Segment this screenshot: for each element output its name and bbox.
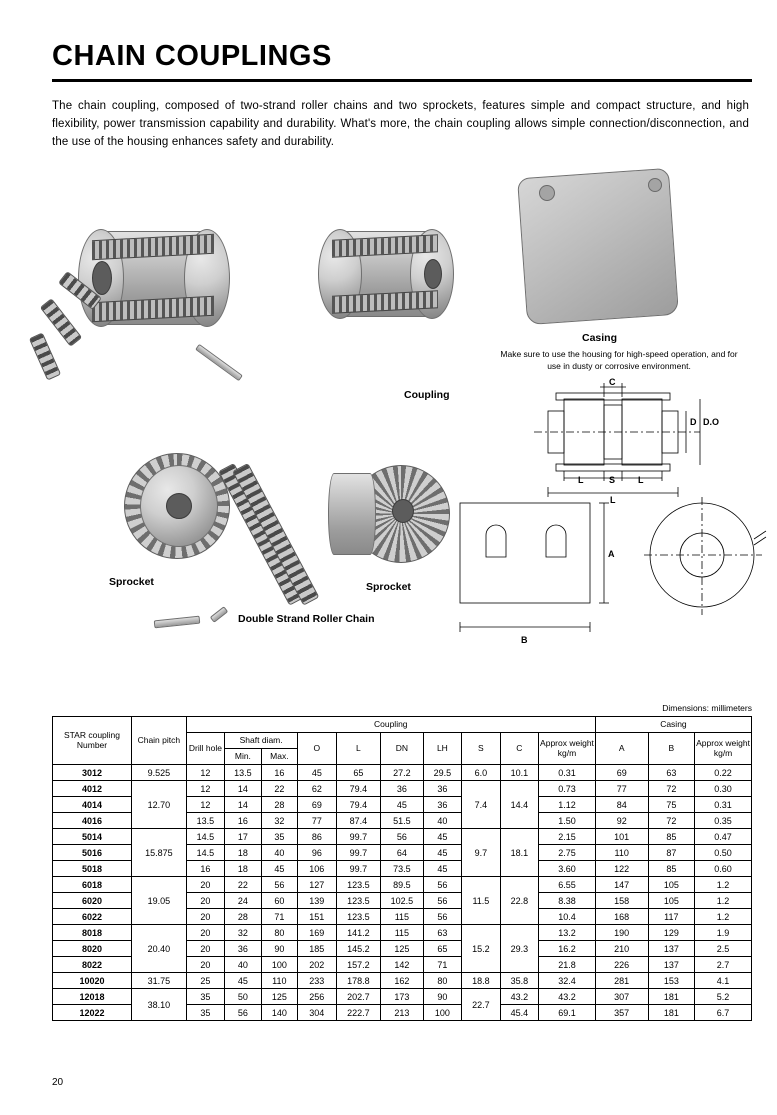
cell-a: 122 <box>595 861 648 877</box>
dim-s-label: S <box>609 475 616 486</box>
cell-dn: 125 <box>381 941 424 957</box>
th-approx-weight-coupling: Approx weight kg/m <box>539 733 596 765</box>
cell-drill-hole: 25 <box>186 973 224 989</box>
cell-approx-weight-casing: 5.2 <box>695 989 752 1005</box>
cell-dn: 142 <box>381 957 424 973</box>
cell-dn: 162 <box>381 973 424 989</box>
dim-b-label: B <box>521 635 528 646</box>
cell-o: 169 <box>298 925 336 941</box>
cell-dn: 213 <box>381 1005 424 1021</box>
table-row <box>53 829 752 845</box>
table-row <box>53 781 752 797</box>
th-l: L <box>336 733 381 765</box>
th-b: B <box>648 733 695 765</box>
casing-note: Make sure to use the housing for high-speed operation, and for use in dusty or corrosive environment. <box>500 349 738 371</box>
cell-shaft-min: 17 <box>225 829 261 845</box>
cell-approx-weight-coupling: 0.73 <box>539 781 596 797</box>
th-approx-weight-casing: Approx weight kg/m <box>695 733 752 765</box>
dim-do-label: D.O <box>703 417 720 428</box>
cell-s: 11.5 <box>462 877 500 925</box>
cell-drill-hole: 12 <box>186 765 224 781</box>
cell-a: 69 <box>595 765 648 781</box>
cell-drill-hole: 20 <box>186 877 224 893</box>
cell-o: 106 <box>298 861 336 877</box>
cell-l: 123.5 <box>336 877 381 893</box>
cell-shaft-min: 50 <box>225 989 261 1005</box>
cell-shaft-max: 22 <box>261 781 297 797</box>
th-lh: LH <box>423 733 461 765</box>
cell-approx-weight-coupling: 2.15 <box>539 829 596 845</box>
cell-b: 117 <box>648 909 695 925</box>
cell-b: 85 <box>648 829 695 845</box>
cell-c: 14.4 <box>500 781 538 829</box>
cell-star-coupling-number: 5016 <box>53 845 132 861</box>
cell-approx-weight-coupling: 32.4 <box>539 973 596 989</box>
cell-drill-hole: 13.5 <box>186 813 224 829</box>
coupling-dimension-drawing <box>504 375 744 505</box>
cell-drill-hole: 35 <box>186 989 224 1005</box>
cell-shaft-min: 16 <box>225 813 261 829</box>
dim-c-label: C <box>609 377 616 388</box>
cell-b: 181 <box>648 989 695 1005</box>
cell-b: 85 <box>648 861 695 877</box>
cell-b: 63 <box>648 765 695 781</box>
casing-dimension-drawing <box>450 493 620 653</box>
cell-shaft-max: 140 <box>261 1005 297 1021</box>
cell-shaft-max: 100 <box>261 957 297 973</box>
cell-lh: 56 <box>423 877 461 893</box>
cell-approx-weight-coupling: 43.2 <box>539 989 596 1005</box>
cell-b: 137 <box>648 941 695 957</box>
cell-approx-weight-coupling: 1.12 <box>539 797 596 813</box>
cell-b: 153 <box>648 973 695 989</box>
cell-l: 157.2 <box>336 957 381 973</box>
cell-l: 99.7 <box>336 829 381 845</box>
cell-shaft-max: 32 <box>261 813 297 829</box>
cell-dn: 115 <box>381 925 424 941</box>
specification-table <box>52 716 752 1021</box>
cell-approx-weight-coupling: 10.4 <box>539 909 596 925</box>
cell-a: 101 <box>595 829 648 845</box>
cell-drill-hole: 35 <box>186 1005 224 1021</box>
th-casing: Casing <box>595 717 751 733</box>
cell-a: 168 <box>595 909 648 925</box>
th-o: O <box>298 733 336 765</box>
cell-shaft-min: 18 <box>225 861 261 877</box>
dimensions-note: Dimensions: millimeters <box>662 703 752 714</box>
table-row <box>53 765 752 781</box>
cell-o: 127 <box>298 877 336 893</box>
coupling-label: Coupling <box>404 389 450 402</box>
cell-shaft-max: 35 <box>261 829 297 845</box>
cell-lh: 63 <box>423 925 461 941</box>
cell-shaft-max: 40 <box>261 845 297 861</box>
cell-l: 123.5 <box>336 893 381 909</box>
cell-star-coupling-number: 3012 <box>53 765 132 781</box>
table-row <box>53 973 752 989</box>
cell-approx-weight-casing: 6.7 <box>695 1005 752 1021</box>
cell-approx-weight-coupling: 8.38 <box>539 893 596 909</box>
cell-approx-weight-casing: 0.60 <box>695 861 752 877</box>
cell-b: 181 <box>648 1005 695 1021</box>
specification-table-body <box>53 765 752 1021</box>
cell-drill-hole: 16 <box>186 861 224 877</box>
cell-approx-weight-coupling: 0.31 <box>539 765 596 781</box>
th-shaft-diam: Shaft diam. <box>225 733 298 749</box>
cell-b: 75 <box>648 797 695 813</box>
cell-l: 87.4 <box>336 813 381 829</box>
cell-o: 233 <box>298 973 336 989</box>
cell-dn: 56 <box>381 829 424 845</box>
cell-c: 18.1 <box>500 829 538 877</box>
cell-o: 69 <box>298 797 336 813</box>
cell-shaft-max: 125 <box>261 989 297 1005</box>
cell-lh: 90 <box>423 989 461 1005</box>
page-content <box>52 40 752 1021</box>
cell-c: 10.1 <box>500 765 538 781</box>
cell-lh: 56 <box>423 909 461 925</box>
cell-approx-weight-casing: 0.30 <box>695 781 752 797</box>
cell-approx-weight-coupling: 16.2 <box>539 941 596 957</box>
cell-shaft-min: 45 <box>225 973 261 989</box>
cell-drill-hole: 12 <box>186 781 224 797</box>
cell-b: 87 <box>648 845 695 861</box>
th-chain-pitch: Chain pitch <box>132 717 187 765</box>
cell-approx-weight-casing: 1.2 <box>695 877 752 893</box>
cell-approx-weight-coupling: 3.60 <box>539 861 596 877</box>
cell-approx-weight-casing: 4.1 <box>695 973 752 989</box>
cell-shaft-max: 45 <box>261 861 297 877</box>
cell-shaft-max: 28 <box>261 797 297 813</box>
cell-c: 22.8 <box>500 877 538 925</box>
cell-approx-weight-coupling: 1.50 <box>539 813 596 829</box>
cell-dn: 89.5 <box>381 877 424 893</box>
sprocket-section-drawing <box>642 493 772 633</box>
cell-s: 9.7 <box>462 829 500 877</box>
cell-shaft-min: 14 <box>225 781 261 797</box>
cell-dn: 115 <box>381 909 424 925</box>
cell-l: 65 <box>336 765 381 781</box>
cell-dn: 173 <box>381 989 424 1005</box>
cell-lh: 56 <box>423 893 461 909</box>
cell-lh: 36 <box>423 781 461 797</box>
cell-star-coupling-number: 8022 <box>53 957 132 973</box>
cell-o: 185 <box>298 941 336 957</box>
cell-shaft-min: 56 <box>225 1005 261 1021</box>
roller-chain-label: Double Strand Roller Chain <box>238 613 375 626</box>
cell-shaft-min: 14 <box>225 797 261 813</box>
dim-l-left-label: L <box>578 475 584 486</box>
cell-shaft-max: 110 <box>261 973 297 989</box>
cell-l: 141.2 <box>336 925 381 941</box>
cell-b: 137 <box>648 957 695 973</box>
cell-drill-hole: 20 <box>186 893 224 909</box>
sprocket-label-left: Sprocket <box>109 576 154 589</box>
cell-shaft-min: 36 <box>225 941 261 957</box>
cell-a: 281 <box>595 973 648 989</box>
cell-drill-hole: 20 <box>186 909 224 925</box>
title-divider <box>52 79 752 82</box>
cell-o: 304 <box>298 1005 336 1021</box>
cell-l: 79.4 <box>336 781 381 797</box>
cell-a: 307 <box>595 989 648 1005</box>
cell-approx-weight-casing: 2.5 <box>695 941 752 957</box>
cell-o: 77 <box>298 813 336 829</box>
cell-l: 99.7 <box>336 861 381 877</box>
cell-approx-weight-casing: 0.22 <box>695 765 752 781</box>
cell-approx-weight-casing: 0.47 <box>695 829 752 845</box>
cell-drill-hole: 12 <box>186 797 224 813</box>
cell-star-coupling-number: 8020 <box>53 941 132 957</box>
table-row <box>53 989 752 1005</box>
cell-o: 62 <box>298 781 336 797</box>
cell-o: 256 <box>298 989 336 1005</box>
cell-a: 190 <box>595 925 648 941</box>
cell-star-coupling-number: 6018 <box>53 877 132 893</box>
dim-l-right-label: L <box>638 475 644 486</box>
cell-shaft-max: 71 <box>261 909 297 925</box>
cell-star-coupling-number: 12022 <box>53 1005 132 1021</box>
cell-approx-weight-casing: 0.50 <box>695 845 752 861</box>
page-title: CHAIN COUPLINGS <box>52 40 332 72</box>
cell-lh: 45 <box>423 861 461 877</box>
cell-star-coupling-number: 10020 <box>53 973 132 989</box>
cell-drill-hole: 14.5 <box>186 845 224 861</box>
table-row <box>53 925 752 941</box>
cell-chain-pitch: 15.875 <box>132 829 187 877</box>
cell-chain-pitch: 12.70 <box>132 781 187 829</box>
intro-paragraph: The chain coupling, composed of two-strand roller chains and two sprockets, features simple and compact structure, and high flexibility, power transmission capability and durability. What's more, the chain coupling allows simple connection/disconnection, and the use of the housing enhances safety and durability. <box>52 100 749 148</box>
cell-approx-weight-casing: 1.2 <box>695 909 752 925</box>
cell-o: 86 <box>298 829 336 845</box>
cell-c: 43.2 <box>500 989 538 1005</box>
cell-shaft-max: 60 <box>261 893 297 909</box>
th-dn: DN <box>381 733 424 765</box>
cell-chain-pitch: 20.40 <box>132 925 187 973</box>
table-row <box>53 877 752 893</box>
cell-o: 96 <box>298 845 336 861</box>
cell-s: 18.8 <box>462 973 500 989</box>
cell-star-coupling-number: 8018 <box>53 925 132 941</box>
dim-a-label: A <box>608 549 615 560</box>
cell-drill-hole: 14.5 <box>186 829 224 845</box>
th-coupling: Coupling <box>186 717 595 733</box>
cell-approx-weight-coupling: 2.75 <box>539 845 596 861</box>
cell-dn: 27.2 <box>381 765 424 781</box>
cell-b: 72 <box>648 813 695 829</box>
cell-a: 210 <box>595 941 648 957</box>
cell-lh: 36 <box>423 797 461 813</box>
th-s: S <box>462 733 500 765</box>
cell-chain-pitch: 9.525 <box>132 765 187 781</box>
cell-a: 110 <box>595 845 648 861</box>
cell-drill-hole: 20 <box>186 957 224 973</box>
cell-dn: 36 <box>381 781 424 797</box>
cell-star-coupling-number: 6022 <box>53 909 132 925</box>
cell-shaft-min: 28 <box>225 909 261 925</box>
cell-b: 72 <box>648 781 695 797</box>
cell-s: 15.2 <box>462 925 500 973</box>
cell-s: 7.4 <box>462 781 500 829</box>
cell-shaft-min: 13.5 <box>225 765 261 781</box>
cell-star-coupling-number: 4014 <box>53 797 132 813</box>
cell-o: 202 <box>298 957 336 973</box>
th-star-coupling-number: STAR coupling Number <box>53 717 132 765</box>
th-min: Min. <box>225 749 261 765</box>
cell-a: 92 <box>595 813 648 829</box>
dim-l-center-label: L <box>610 495 616 506</box>
cell-chain-pitch: 31.75 <box>132 973 187 989</box>
cell-shaft-max: 16 <box>261 765 297 781</box>
cell-a: 77 <box>595 781 648 797</box>
cell-approx-weight-coupling: 21.8 <box>539 957 596 973</box>
cell-s: 22.7 <box>462 989 500 1021</box>
cell-lh: 65 <box>423 941 461 957</box>
cell-lh: 29.5 <box>423 765 461 781</box>
sprocket-label-right: Sprocket <box>366 581 411 594</box>
cell-c: 35.8 <box>500 973 538 989</box>
cell-l: 99.7 <box>336 845 381 861</box>
cell-drill-hole: 20 <box>186 941 224 957</box>
page-number: 20 <box>52 1077 64 1088</box>
cell-shaft-min: 22 <box>225 877 261 893</box>
cell-c: 29.3 <box>500 925 538 973</box>
cell-lh: 100 <box>423 1005 461 1021</box>
cell-drill-hole: 20 <box>186 925 224 941</box>
cell-l: 79.4 <box>336 797 381 813</box>
cell-l: 145.2 <box>336 941 381 957</box>
cell-o: 45 <box>298 765 336 781</box>
th-drill-hole: Drill hole <box>186 733 224 765</box>
cell-star-coupling-number: 4012 <box>53 781 132 797</box>
cell-approx-weight-coupling: 6.55 <box>539 877 596 893</box>
cell-dn: 73.5 <box>381 861 424 877</box>
cell-shaft-min: 32 <box>225 925 261 941</box>
cell-c: 45.4 <box>500 1005 538 1021</box>
cell-b: 105 <box>648 893 695 909</box>
cell-star-coupling-number: 5014 <box>53 829 132 845</box>
dim-d-label: D <box>690 417 697 428</box>
cell-lh: 80 <box>423 973 461 989</box>
cell-l: 202.7 <box>336 989 381 1005</box>
figure-area <box>52 163 752 703</box>
cell-lh: 71 <box>423 957 461 973</box>
cell-approx-weight-coupling: 13.2 <box>539 925 596 941</box>
cell-a: 226 <box>595 957 648 973</box>
cell-star-coupling-number: 6020 <box>53 893 132 909</box>
cell-a: 357 <box>595 1005 648 1021</box>
cell-dn: 51.5 <box>381 813 424 829</box>
cell-l: 222.7 <box>336 1005 381 1021</box>
cell-dn: 45 <box>381 797 424 813</box>
cell-dn: 102.5 <box>381 893 424 909</box>
cell-lh: 45 <box>423 845 461 861</box>
cell-dn: 64 <box>381 845 424 861</box>
cell-star-coupling-number: 4016 <box>53 813 132 829</box>
cell-b: 129 <box>648 925 695 941</box>
cell-lh: 40 <box>423 813 461 829</box>
cell-approx-weight-casing: 1.2 <box>695 893 752 909</box>
cell-shaft-min: 18 <box>225 845 261 861</box>
cell-shaft-max: 56 <box>261 877 297 893</box>
cell-s: 6.0 <box>462 765 500 781</box>
casing-label: Casing <box>582 332 618 345</box>
cell-o: 151 <box>298 909 336 925</box>
cell-star-coupling-number: 12018 <box>53 989 132 1005</box>
cell-a: 147 <box>595 877 648 893</box>
cell-shaft-min: 24 <box>225 893 261 909</box>
cell-l: 178.8 <box>336 973 381 989</box>
cell-star-coupling-number: 5018 <box>53 861 132 877</box>
cell-approx-weight-coupling: 69.1 <box>539 1005 596 1021</box>
cell-chain-pitch: 19.05 <box>132 877 187 925</box>
cell-lh: 45 <box>423 829 461 845</box>
th-a: A <box>595 733 648 765</box>
cell-o: 139 <box>298 893 336 909</box>
cell-shaft-min: 40 <box>225 957 261 973</box>
cell-approx-weight-casing: 2.7 <box>695 957 752 973</box>
cell-shaft-max: 80 <box>261 925 297 941</box>
th-c: C <box>500 733 538 765</box>
th-max: Max. <box>261 749 297 765</box>
cell-shaft-max: 90 <box>261 941 297 957</box>
cell-approx-weight-casing: 1.9 <box>695 925 752 941</box>
cell-l: 123.5 <box>336 909 381 925</box>
cell-approx-weight-casing: 0.31 <box>695 797 752 813</box>
cell-chain-pitch: 38.10 <box>132 989 187 1021</box>
cell-approx-weight-casing: 0.35 <box>695 813 752 829</box>
cell-b: 105 <box>648 877 695 893</box>
cell-a: 84 <box>595 797 648 813</box>
cell-a: 158 <box>595 893 648 909</box>
